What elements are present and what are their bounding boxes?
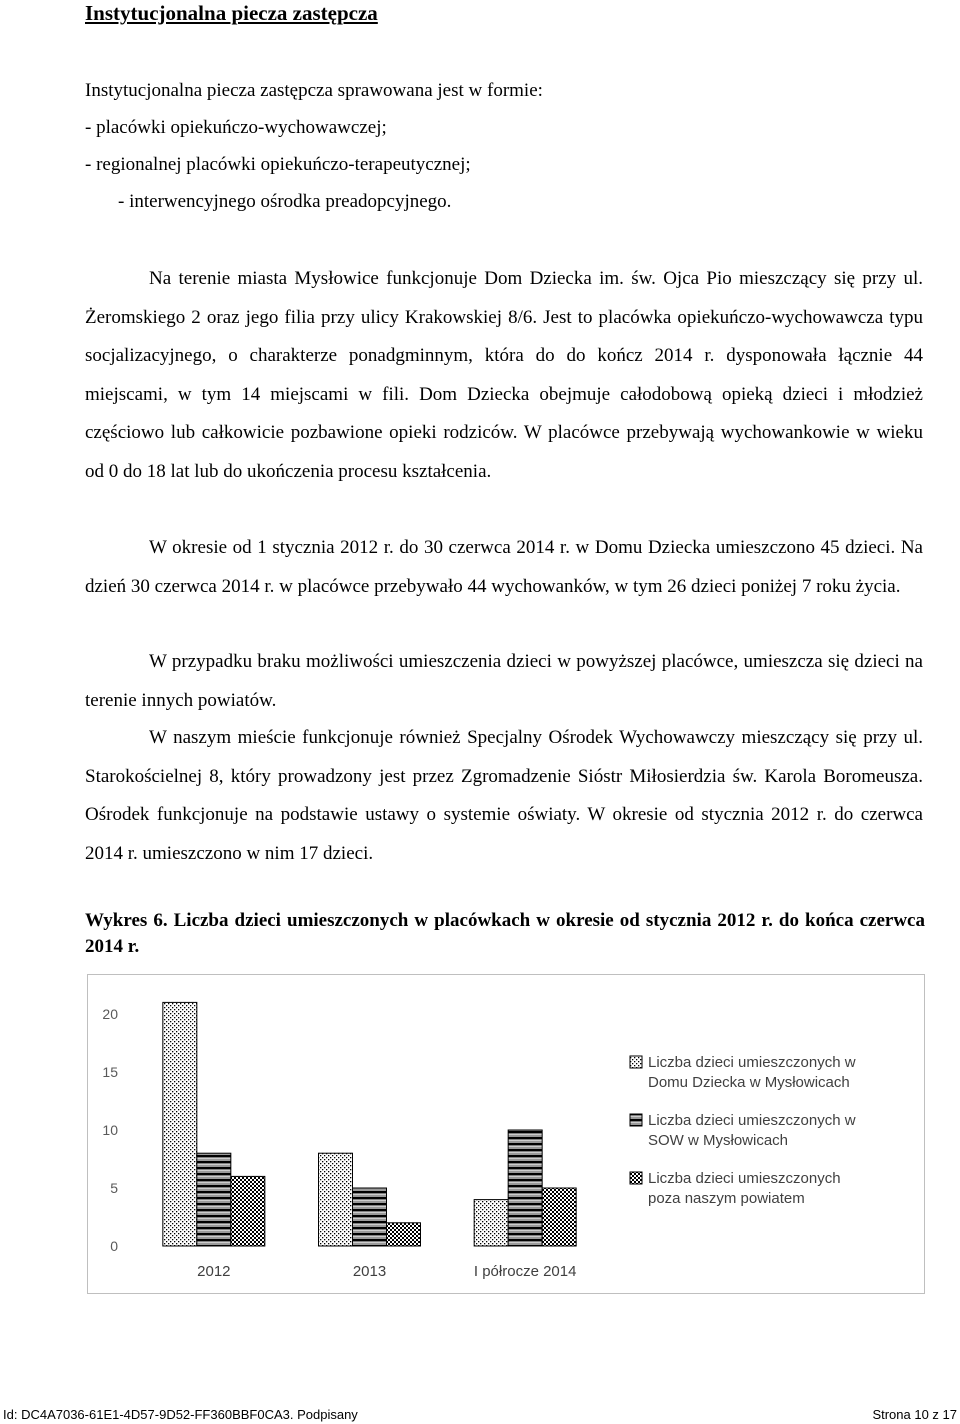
legend-swatch xyxy=(630,1172,642,1184)
legend-label: Liczba dzieci umieszczonych xyxy=(648,1170,841,1187)
intro-list-item: - regionalnej placówki opiekuńczo-terapeutycznej; xyxy=(85,154,471,175)
page-number: Strona 10 z 17 xyxy=(872,1407,957,1422)
bar-dots-2 xyxy=(474,1200,508,1246)
bar-bricks-2 xyxy=(508,1130,542,1246)
paragraph-sow: W naszym mieście funkcjonuje również Specjalny Ośrodek Wychowawczy mieszczący się przy ul. Starokościelnej 8, który prowadzony jest przez Zgromadzenie Sióstr Miłosierdzia św. Karola Boromeusza. Ośrodek funkcjonuje na podstawie ustawy o systemie oświaty. W okresie od stycznia 2012 r. do czerwca 2014 r. umieszczono w nim 17 dzieci. xyxy=(85,727,923,864)
intro-block xyxy=(85,72,543,220)
legend-label: poza naszym powiatem xyxy=(648,1190,805,1207)
y-tick-label: 0 xyxy=(110,1238,118,1254)
bar-dots-1 xyxy=(319,1153,353,1246)
bar-checker-2 xyxy=(542,1188,576,1246)
bar-bricks-1 xyxy=(353,1188,387,1246)
x-tick-label: 2013 xyxy=(352,1263,387,1280)
section-title: Instytucjonalna piecza zastępcza xyxy=(85,1,378,25)
legend-label: Liczba dzieci umieszczonych w xyxy=(648,1112,856,1129)
bar-checker-1 xyxy=(387,1223,421,1246)
x-tick-label: I półrocze 2014 xyxy=(473,1263,577,1280)
document-id: Id: DC4A7036-61E1-4D57-9D52-FF360BBF0CA3. Podpisany xyxy=(3,1407,358,1422)
paragraph-dom-dziecka: Na terenie miasta Mysłowice funkcjonuje Dom Dziecka im. św. Ojca Pio mieszczący się przy ul. Żeromskiego 2 oraz jego filia przy ulicy Krakowskiej 8/6. Jest to placówka opiekuńczo-wychowawcza typu socjalizacyjnego, o charakterze ponadgminnym, która do do kończ 2014 r. dysponowała łącznie 44 miejscami, w tym 14 miejscami w fili. Dom Dziecka obejmuje całodobową opieką dzieci i młodzież częściowo lub całkowicie pozbawione opieki rodziców. W placówce przebywają wychowankowie w wieku od 0 do 18 lat lub do ukończenia procesu kształcenia. xyxy=(85,268,923,482)
chart-frame xyxy=(87,974,925,1294)
chart-caption: Wykres 6. Liczba dzieci umieszczonych w placówkach w okresie od stycznia 2012 r. do końca czerwca 2014 r. xyxy=(85,910,925,957)
y-tick-label: 15 xyxy=(102,1064,118,1080)
legend-label: Liczba dzieci umieszczonych w xyxy=(648,1054,856,1071)
bar-bricks-0 xyxy=(197,1153,231,1246)
intro-list-item: - placówki opiekuńczo-wychowawczej; xyxy=(85,117,387,138)
y-tick-label: 20 xyxy=(102,1006,118,1022)
paragraph-other-counties: W przypadku braku możliwości umieszczenia dzieci w powyższej placówce, umieszcza się dzieci na terenie innych powiatów. xyxy=(85,651,923,711)
legend-label: Domu Dziecka w Mysłowicach xyxy=(648,1074,850,1091)
legend-swatch xyxy=(630,1056,642,1068)
paragraph-statistics: W okresie od 1 stycznia 2012 r. do 30 czerwca 2014 r. w Domu Dziecka umieszczono 45 dzieci. Na dzień 30 czerwca 2014 r. w placówce przebywało 44 wychowanków, w tym 26 dzieci poniżej 7 roku życia. xyxy=(85,537,923,597)
y-tick-label: 10 xyxy=(102,1122,118,1138)
legend-label: SOW w Mysłowicach xyxy=(648,1132,789,1149)
bar-checker-0 xyxy=(231,1176,265,1246)
y-tick-label: 5 xyxy=(110,1180,118,1196)
legend-swatch xyxy=(630,1114,642,1126)
bar-chart xyxy=(88,975,924,1293)
x-tick-label: 2012 xyxy=(197,1263,231,1280)
intro-lead: Instytucjonalna piecza zastępcza sprawowana jest w formie: xyxy=(85,80,543,101)
intro-list-item: - interwencyjnego ośrodka preadopcyjnego. xyxy=(118,191,452,212)
bar-dots-0 xyxy=(163,1002,197,1246)
